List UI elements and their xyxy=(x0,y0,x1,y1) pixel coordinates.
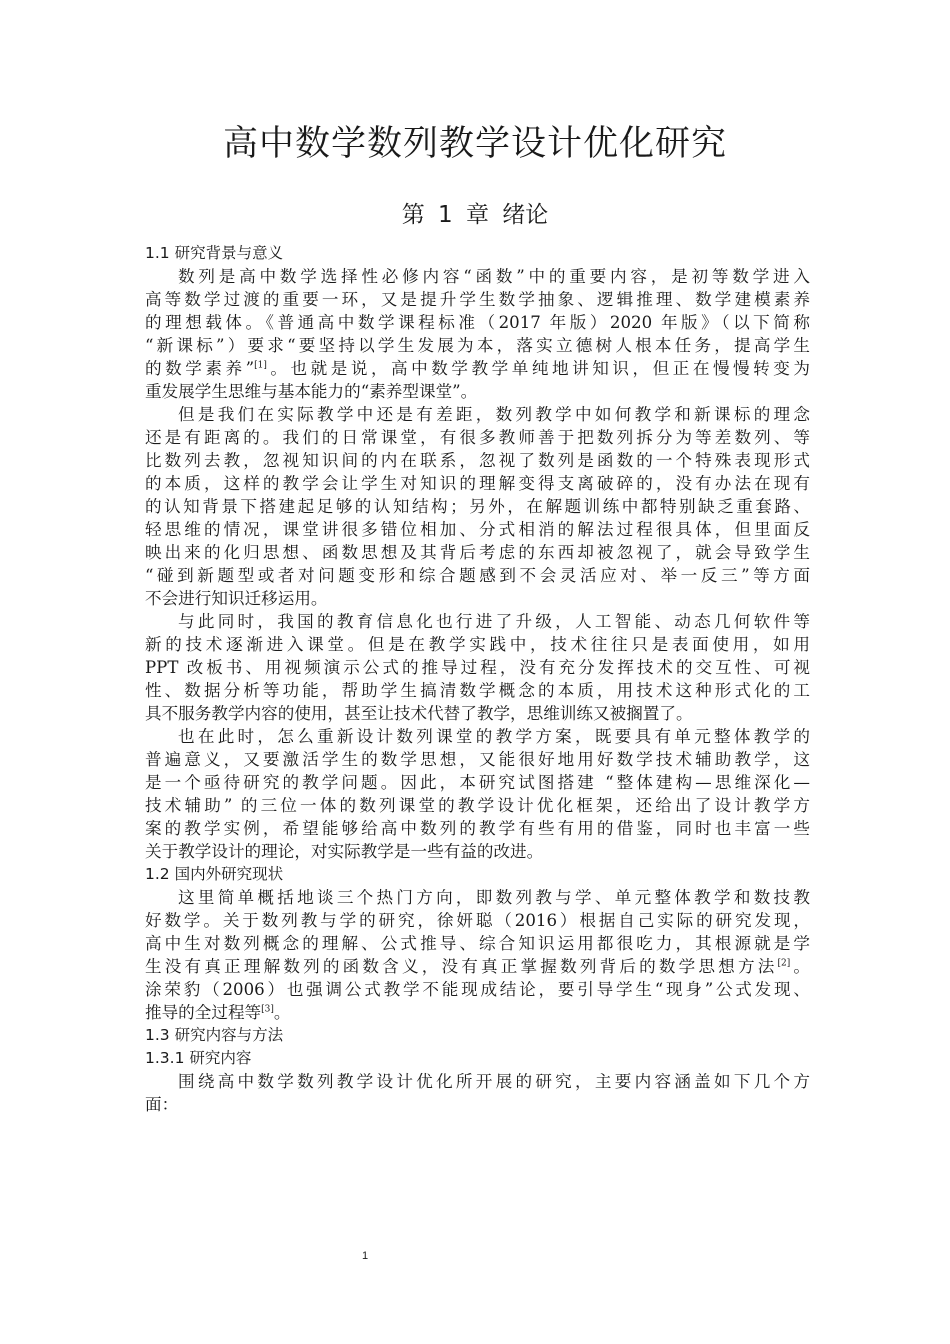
text-line: 好数学。关于数列教与学的研究，徐妍聪（2016）根据自己实际的研究发现， xyxy=(145,911,810,930)
section-heading-1-2: 1.2 国内外研究现状 xyxy=(145,865,284,883)
text-line: 是一个亟待研究的教学问题。因此，本研究试图搭建 “整体建构—思维深化— xyxy=(145,773,810,792)
paragraph-gap xyxy=(145,403,810,610)
text-line xyxy=(145,955,810,978)
page-number: 1 xyxy=(361,1250,369,1262)
document-title: 高中数学数列教学设计优化研究 xyxy=(222,124,727,164)
text-line: 映出来的化归思想、函数思想及其背后考虑的东西却被忽视了，就会导致学生 xyxy=(145,543,810,562)
text-fragment: 生没有真正理解数列的函数含义，没有真正掌握数列背后的数学思想方法 xyxy=(145,957,778,976)
text-line: 的理想载体。《普通高中数学课程标准（2017 年版）2020 年版》（以下简称 xyxy=(145,313,810,332)
text-line: 但是我们在实际教学中还是有差距，数列教学中如何教学和新课标的理念 xyxy=(178,405,810,424)
text-line: 的本质，这样的教学会让学生对知识的理解变得支离破碎的，没有办法在现有 xyxy=(145,474,810,493)
text-line: 关于教学设计的理论，对实际教学是一些有益的改进。 xyxy=(145,842,544,861)
text-line: 数列是高中数学选择性必修内容“函数”中的重要内容，是初等数学进入 xyxy=(178,267,810,286)
text-line: “新课标”）要求“要坚持以学生发展为本，落实立德树人根本任务，提高学生 xyxy=(145,336,810,355)
section-heading-1-3-1: 1.3.1 研究内容 xyxy=(145,1049,252,1067)
text-line xyxy=(145,357,810,380)
text-line: 轻思维的情况，课堂讲很多错位相加、分式相消的解法过程很具体，但里面反 xyxy=(145,520,810,539)
section-heading-1-1: 1.1 研究背景与意义 xyxy=(145,244,284,262)
text-line: 具不服务教学内容的使用，甚至让技术代替了教学，思维训练又被搁置了。 xyxy=(145,704,693,723)
text-line: 技术辅助” 的三位一体的数列课堂的教学设计优化框架，还给出了设计教学方 xyxy=(145,796,810,815)
paragraph-background xyxy=(145,265,810,403)
text-line xyxy=(145,1001,810,1024)
text-fragment: 推导的全过程等 xyxy=(145,1003,262,1022)
document-body xyxy=(145,242,810,1116)
paragraph-purpose xyxy=(145,725,810,863)
citation-ref: [3] xyxy=(261,1004,274,1015)
text-line: 高中生对数列概念的理解、公式推导、综合知识运用都很吃力，其根源就是学 xyxy=(145,934,810,953)
text-line: 面： xyxy=(145,1095,179,1114)
text-line: 这里简单概括地谈三个热门方向，即数列教与学、单元整体教学和数技教 xyxy=(178,888,810,907)
text-line: 还是有距离的。我们的日常课堂，有很多教师善于把数列拆分为等差数列、等 xyxy=(145,428,810,447)
text-line: 新的技术逐渐进入课堂。但是在教学实践中，技术往往只是表面使用，如用 xyxy=(145,635,810,654)
text-line: 性、数据分析等功能，帮助学生搞清数学概念的本质，用技术这种形式化的工 xyxy=(145,681,810,700)
paragraph-research-content xyxy=(145,1070,810,1116)
text-line: 比数列去教，忽视知识间的内在联系，忽视了数列是函数的一个特殊表现形式 xyxy=(145,451,810,470)
paragraph-literature xyxy=(145,886,810,1024)
text-line: 的认知背景下搭建起足够的认知结构；另外，在解题训练中都特别缺乏重套路、 xyxy=(145,497,810,516)
text-fragment: 的数学素养” xyxy=(145,359,255,378)
text-line: 普遍意义，又要激活学生的数学思想，又能很好地用好数学技术辅助教学，这 xyxy=(145,750,810,769)
text-fragment: 。 xyxy=(790,957,810,976)
text-line: 不会进行知识迁移运用。 xyxy=(145,589,328,608)
text-fragment: 。也就是说，高中数学教学单纯地讲知识，但正在慢慢转变为 xyxy=(266,359,811,378)
paragraph-technology xyxy=(145,610,810,725)
text-line: 重发展学生思维与基本能力的“素养型课堂”。 xyxy=(145,382,478,401)
text-line: 涂荣豹（2006）也强调公式教学不能现成结论，要引导学生“现身”公式发现、 xyxy=(145,980,810,999)
text-line: 围绕高中数学数列教学设计优化所开展的研究，主要内容涵盖如下几个方 xyxy=(178,1072,810,1091)
text-line: 案的教学实例，希望能够给高中数列的教学有些有用的借鉴，同时也丰富一些 xyxy=(145,819,810,838)
text-line: 与此同时，我国的教育信息化也行进了升级，人工智能、动态几何软件等 xyxy=(178,612,810,631)
text-line: 也在此时，怎么重新设计数列课堂的教学方案，既要具有单元整体教学的 xyxy=(178,727,810,746)
text-line: “碰到新题型或者对问题变形和综合题感到不会灵活应对、举一反三”等方面 xyxy=(145,566,810,585)
chapter-title: 第 1 章 绪论 xyxy=(401,202,549,228)
text-line: 高等数学过渡的重要一环，又是提升学生数学抽象、逻辑推理、数学建模素养 xyxy=(145,290,810,309)
text-fragment: 。 xyxy=(273,1003,291,1022)
section-heading-1-3: 1.3 研究内容与方法 xyxy=(145,1026,284,1044)
text-line: PPT 改板书、用视频演示公式的推导过程，没有充分发挥技术的交互性、可视 xyxy=(145,658,810,677)
citation-ref: [1] xyxy=(254,360,267,371)
citation-ref: [2] xyxy=(777,958,791,969)
